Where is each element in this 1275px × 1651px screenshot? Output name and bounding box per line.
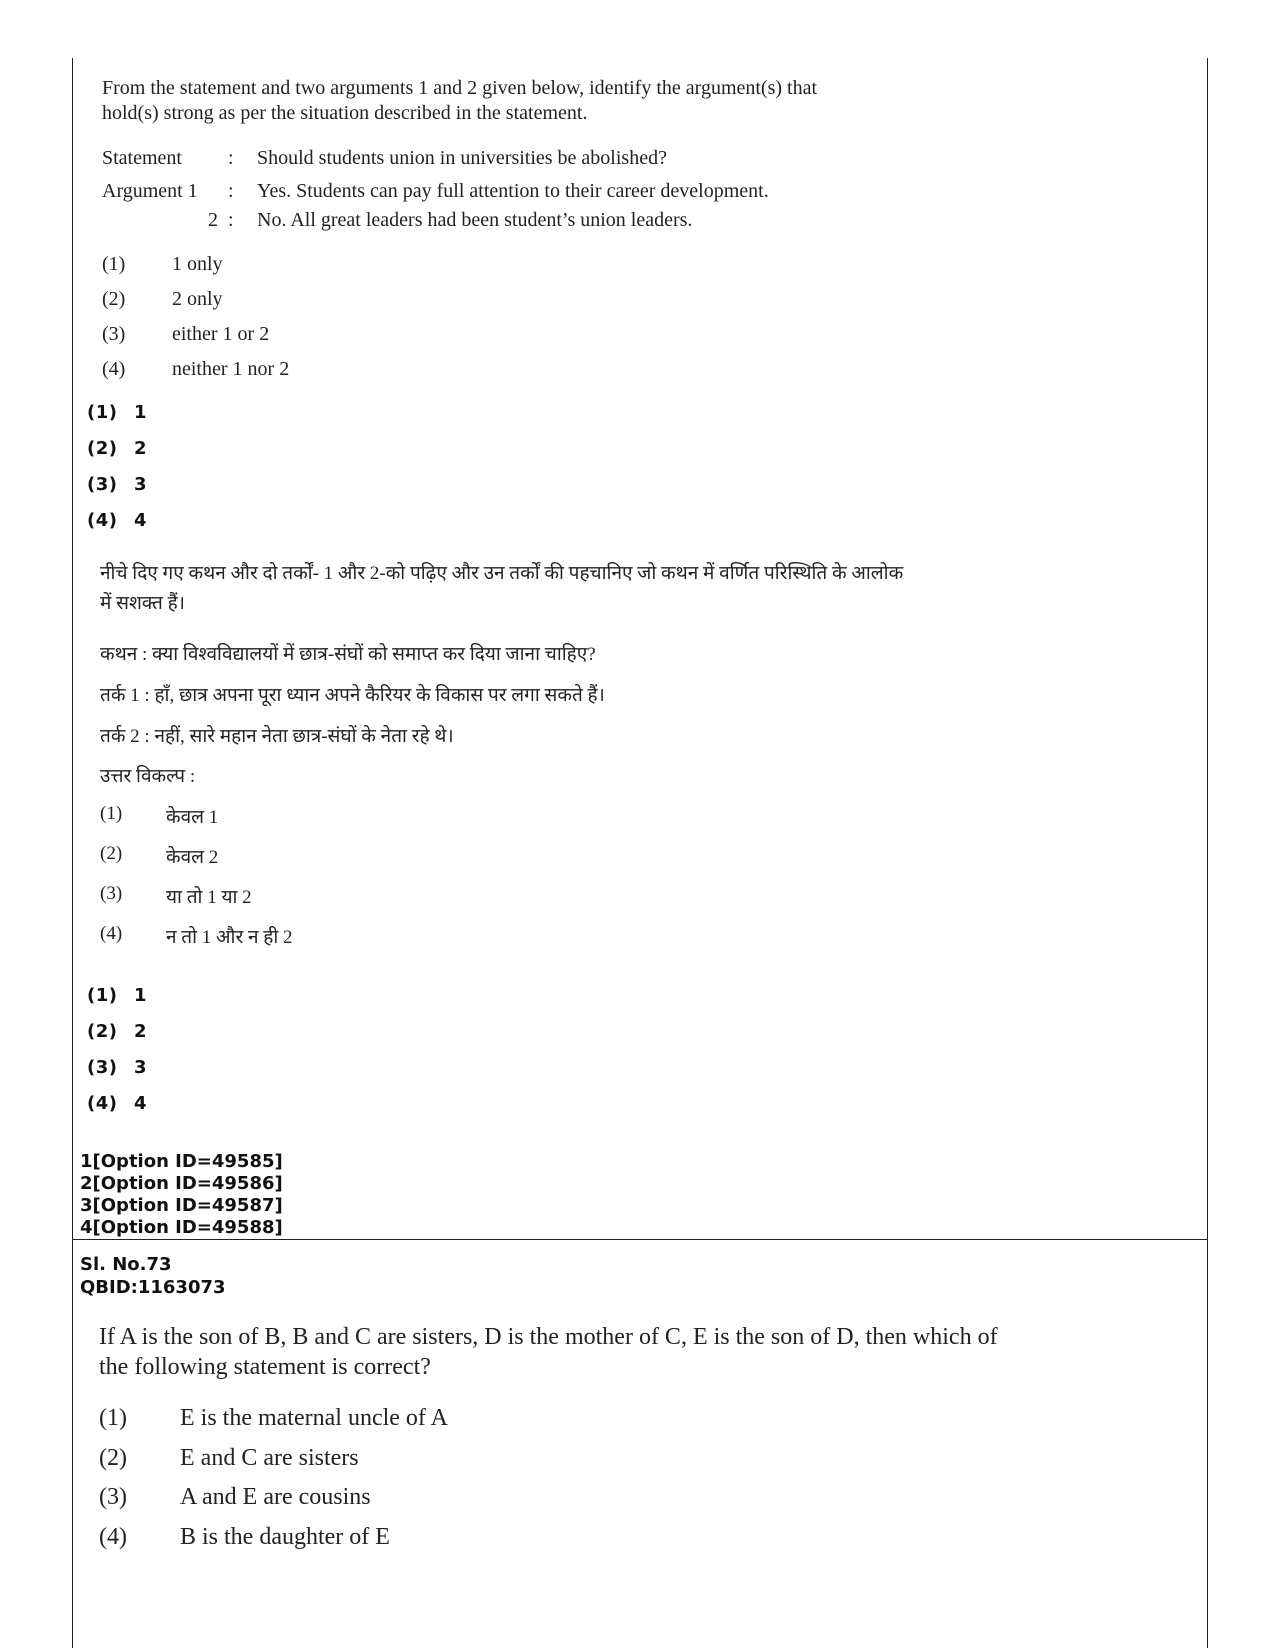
answer-option-number: (2) bbox=[87, 438, 118, 459]
hindi-argument2: तर्क 2 : नहीं, सारे महान नेता छात्र-संघों के नेता रहे थे। bbox=[100, 726, 454, 747]
question-text-line1: If A is the son of B, B and C are sisters, D is the mother of C, E is the son of D, then which of bbox=[99, 1324, 998, 1350]
option-number: (1) bbox=[102, 253, 126, 275]
option-text: E is the maternal uncle of A bbox=[180, 1405, 448, 1431]
hindi-option-number: (4) bbox=[100, 923, 123, 944]
option-text: E and C are sisters bbox=[180, 1445, 359, 1471]
option-number: (3) bbox=[99, 1484, 127, 1510]
option-id: 1[Option ID=49585] bbox=[80, 1151, 283, 1172]
argument1-colon: : bbox=[228, 180, 234, 202]
answer-option-number: (3) bbox=[87, 474, 118, 495]
option-number: (1) bbox=[99, 1405, 127, 1431]
answer-option-number: (4) bbox=[87, 510, 118, 531]
option-text: 1 only bbox=[172, 253, 223, 275]
question-intro-line1: From the statement and two arguments 1 and 2 given below, identify the argument(s) that bbox=[102, 77, 818, 99]
option-text: 2 only bbox=[172, 288, 223, 310]
option-text: A and E are cousins bbox=[180, 1484, 371, 1510]
answer-option-value: 2 bbox=[134, 1021, 148, 1042]
question-intro-line2: hold(s) strong as per the situation described in the statement. bbox=[102, 102, 588, 124]
answer-option-value: 3 bbox=[134, 1057, 148, 1078]
hindi-statement: कथन : क्या विश्वविद्यालयों में छात्र-संघों को समाप्त कर दिया जाना चाहिए? bbox=[100, 644, 596, 665]
option-text: either 1 or 2 bbox=[172, 323, 270, 345]
hindi-intro-line2: में सशक्त हैं। bbox=[100, 593, 185, 614]
argument2-text: No. All great leaders had been student’s union leaders. bbox=[257, 209, 693, 231]
answer-option-number: (1) bbox=[87, 985, 118, 1006]
option-text: B is the daughter of E bbox=[180, 1524, 390, 1550]
hindi-option-number: (1) bbox=[100, 803, 123, 824]
statement-label: Statement bbox=[102, 147, 182, 169]
answer-option-value: 1 bbox=[134, 985, 148, 1006]
statement-colon: : bbox=[228, 147, 234, 169]
option-number: (4) bbox=[102, 358, 126, 380]
answer-option-value: 4 bbox=[134, 510, 148, 531]
hindi-option-text: न तो 1 और न ही 2 bbox=[166, 927, 293, 948]
option-number: (3) bbox=[102, 323, 126, 345]
answer-option-value: 3 bbox=[134, 474, 148, 495]
argument1-label: Argument 1 bbox=[102, 180, 198, 202]
argument1-text: Yes. Students can pay full attention to their career development. bbox=[257, 180, 769, 202]
option-number: (2) bbox=[102, 288, 126, 310]
answer-option-value: 4 bbox=[134, 1093, 148, 1114]
statement-text: Should students union in universities be abolished? bbox=[257, 147, 667, 169]
hindi-answer-choices-label: उत्तर विकल्प : bbox=[100, 766, 196, 787]
hindi-option-text: केवल 1 bbox=[166, 807, 219, 828]
option-id: 4[Option ID=49588] bbox=[80, 1217, 283, 1238]
hindi-intro-line1: नीचे दिए गए कथन और दो तर्कों- 1 और 2-को पढ़िए और उन तर्कों की पहचानिए जो कथन में वर्णित परिस्थिति के आलोक bbox=[100, 563, 904, 584]
hindi-option-number: (3) bbox=[100, 883, 123, 904]
answer-option-number: (4) bbox=[87, 1093, 118, 1114]
option-id: 3[Option ID=49587] bbox=[80, 1195, 283, 1216]
question-text-line2: the following statement is correct? bbox=[99, 1354, 431, 1380]
hindi-argument1: तर्क 1 : हाँ, छात्र अपना पूरा ध्यान अपने कैरियर के विकास पर लगा सकते हैं। bbox=[100, 685, 605, 706]
answer-option-value: 2 bbox=[134, 438, 148, 459]
answer-option-value: 1 bbox=[134, 402, 148, 423]
option-number: (4) bbox=[99, 1524, 127, 1550]
argument2-colon: : bbox=[228, 209, 234, 231]
answer-option-number: (1) bbox=[87, 402, 118, 423]
answer-option-number: (2) bbox=[87, 1021, 118, 1042]
argument2-label: 2 bbox=[208, 209, 218, 231]
serial-number: Sl. No.73 bbox=[80, 1254, 172, 1275]
option-text: neither 1 nor 2 bbox=[172, 358, 290, 380]
answer-option-number: (3) bbox=[87, 1057, 118, 1078]
hindi-option-text: केवल 2 bbox=[166, 847, 219, 868]
option-id: 2[Option ID=49586] bbox=[80, 1173, 283, 1194]
hindi-option-text: या तो 1 या 2 bbox=[166, 887, 252, 908]
option-number: (2) bbox=[99, 1445, 127, 1471]
hindi-option-number: (2) bbox=[100, 843, 123, 864]
qbid: QBID:1163073 bbox=[80, 1277, 226, 1298]
question-divider bbox=[72, 1239, 1208, 1240]
